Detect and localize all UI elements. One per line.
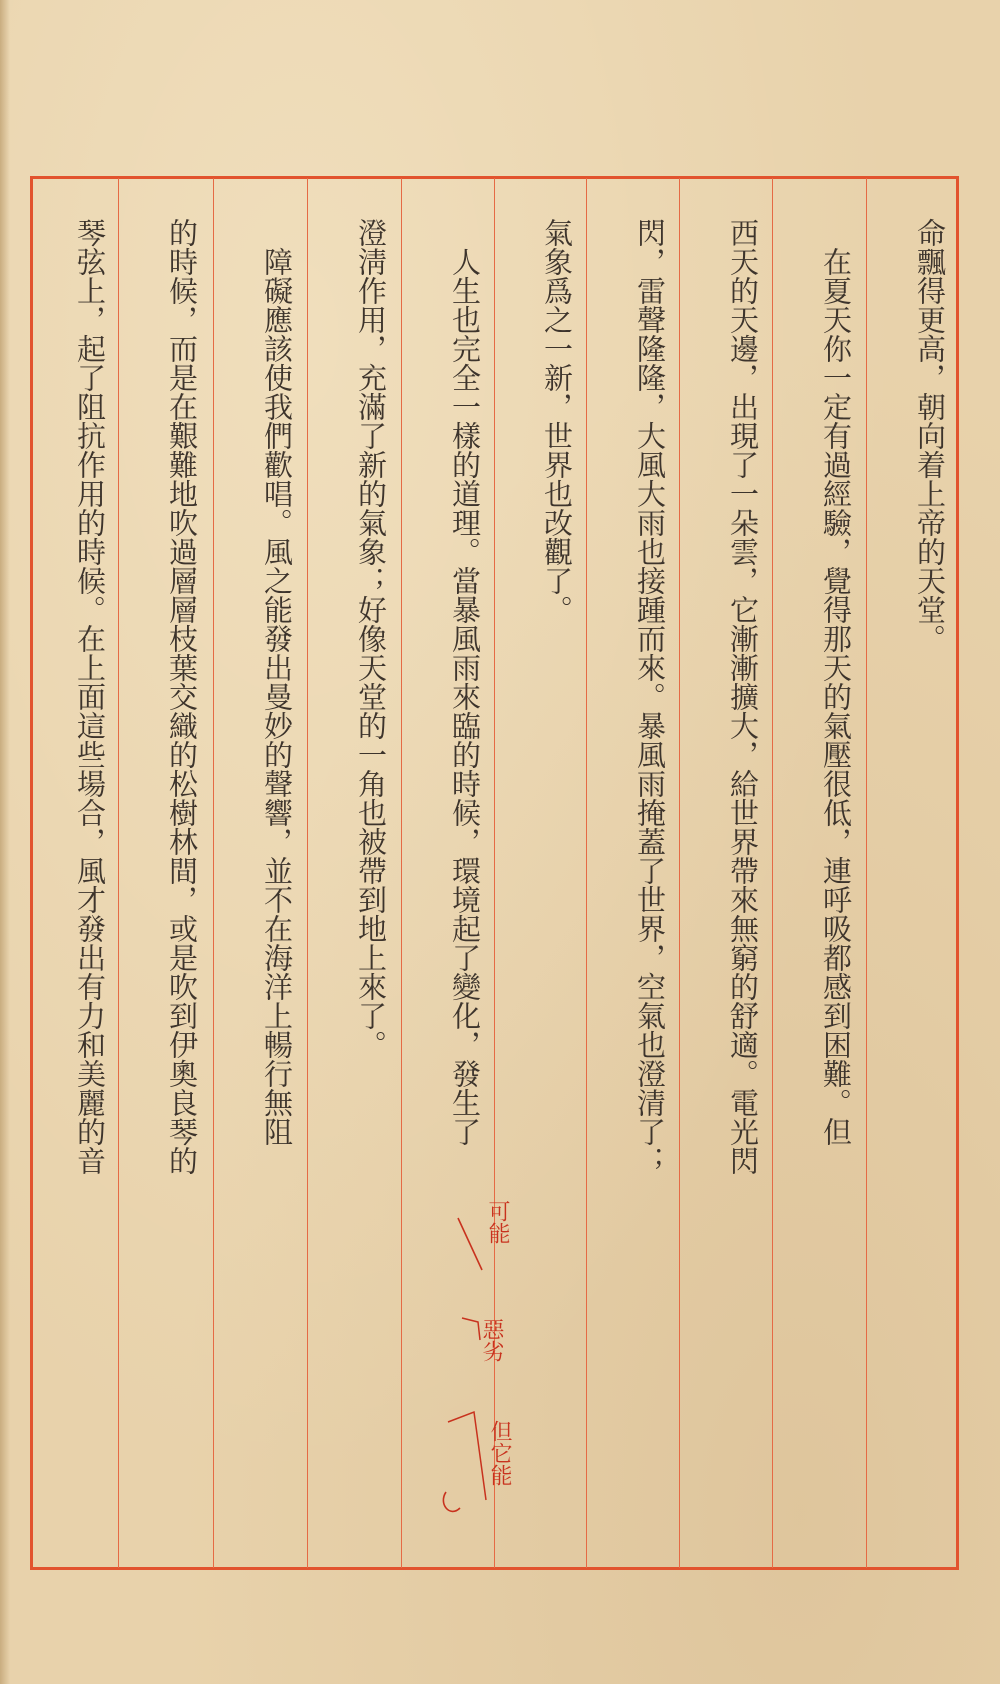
text-column-4: 閃，雷聲隆隆，大風大雨也接踵而來。暴風雨掩蓋了世界，空氣也澄清了； xyxy=(633,218,667,1175)
text-column-7: 澄淸作用，充滿了新的氣象；好像天堂的一角也被帶到地上來了。 xyxy=(354,218,388,1059)
text-column-9: 的時候，而是在艱難地吹過層層枝葉交織的松樹林間，或是吹到伊奧良琴的 xyxy=(165,218,199,1175)
handwritten-note-3: 但它能 xyxy=(487,1420,512,1486)
column-rule xyxy=(307,178,308,1568)
text-column-3: 西天的天邊，出現了一朵雲，它漸漸擴大，給世界帶來無窮的舒適。電光閃 xyxy=(726,218,760,1175)
text-column-10: 琴弦上，起了阻抗作用的時候。在上面這些場合，風才發出有力和美麗的音 xyxy=(73,218,107,1175)
column-rule xyxy=(213,178,214,1568)
column-rule xyxy=(679,178,680,1568)
column-rule xyxy=(586,178,587,1568)
page-edge-shadow xyxy=(0,0,10,1684)
column-rule xyxy=(866,178,867,1568)
text-column-2: 在夏天你一定有過經驗，覺得那天的氣壓很低，連呼吸都感到困難。但 xyxy=(819,218,853,1146)
text-column-6: 人生也完全一樣的道理。當暴風雨來臨的時候，環境起了變化，發生了 xyxy=(448,218,482,1146)
handwritten-note-1: 可能 xyxy=(485,1200,510,1244)
text-column-8: 障礙應該使我們歡唱。風之能發出曼妙的聲響，並不在海洋上暢行無阻 xyxy=(260,218,294,1146)
handwritten-note-2: 惡劣 xyxy=(479,1318,504,1362)
column-rule xyxy=(118,178,119,1568)
column-rule xyxy=(772,178,773,1568)
handwritten-correction-strokes xyxy=(440,1200,520,1540)
text-column-5: 氣象爲之一新，世界也改觀了。 xyxy=(540,218,574,624)
text-column-1: 命飄得更高，朝向着上帝的天堂。 xyxy=(913,218,947,653)
column-rule xyxy=(401,178,402,1568)
